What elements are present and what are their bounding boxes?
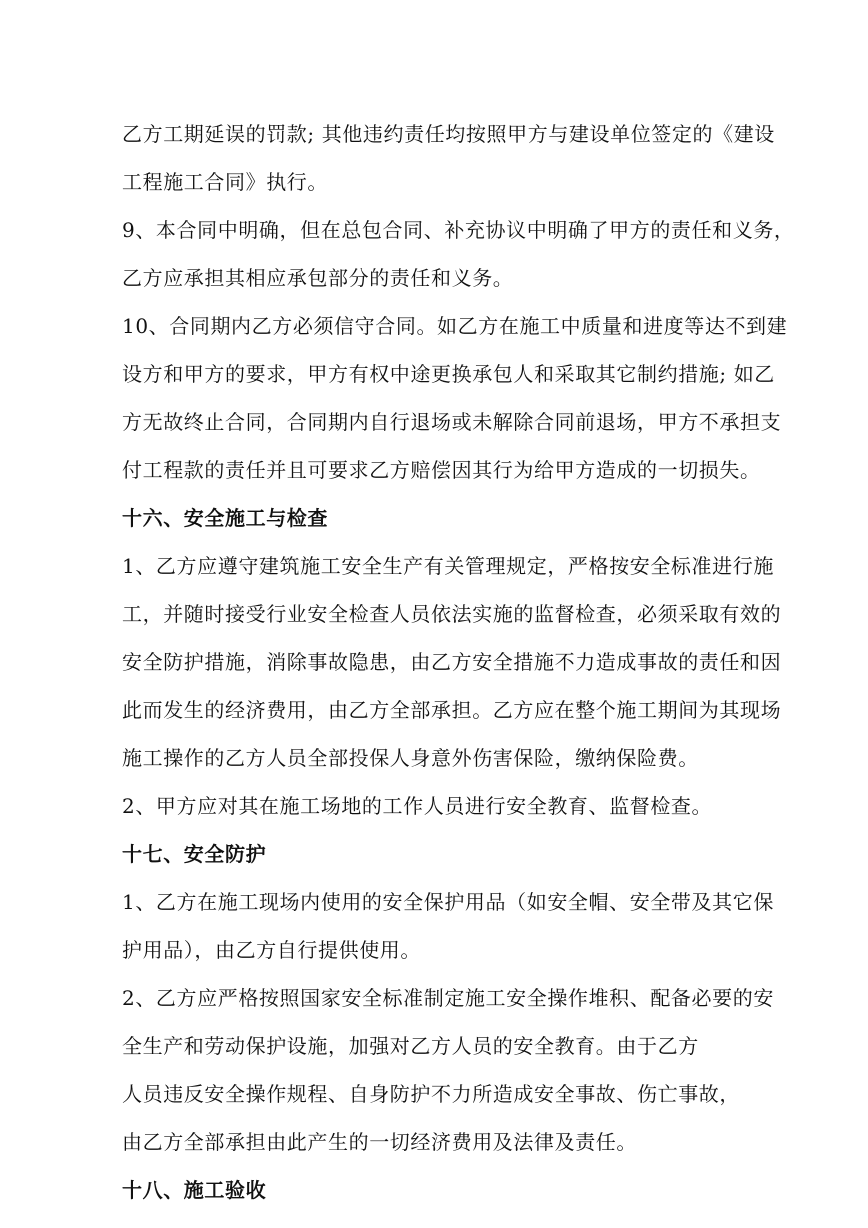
text-line: 9、本合同中明确，但在总包合同、补充协议中明确了甲方的责任和义务， [122, 218, 795, 242]
text-line: 设方和甲方的要求，甲方有权中途更换承包人和采取其它制约措施; 如乙 [122, 362, 775, 386]
text-line: 施工操作的乙方人员全部投保人身意外伤害保险，缴纳保险费。 [122, 746, 699, 770]
text-line: 人员违反安全操作规程、自身防护不力所造成安全事故、伤亡事故， [122, 1082, 740, 1106]
text-line: 方无故终止合同，合同期内自行退场或未解除合同前退场，甲方不承担支 [122, 410, 782, 434]
text-line: 2、乙方应严格按照国家安全标准制定施工安全操作堆积、配备必要的安 [122, 986, 774, 1010]
document-body [122, 112, 795, 1202]
text-line: 工，并随时接受行业安全检查人员依法实施的监督检查，必须采取有效的 [122, 602, 782, 626]
text-line: 2、甲方应对其在施工场地的工作人员进行安全教育、监督检查。 [122, 794, 713, 818]
text-line: 1、乙方应遵守建筑施工安全生产有关管理规定，严格按安全标准进行施 [122, 554, 774, 578]
text-line: 10、合同期内乙方必须信守合同。如乙方在施工中质量和进度等达不到建 [122, 314, 788, 338]
text-line: 1、乙方在施工现场内使用的安全保护用品（如安全帽、安全带及其它保 [122, 890, 774, 914]
text-line: 全生产和劳动保护设施，加强对乙方人员的安全教育。由于乙方 [122, 1034, 699, 1058]
section-heading-18: 十八、施工验收 [122, 1178, 267, 1202]
text-line: 工程施工合同》执行。 [122, 170, 328, 194]
text-line: 护用品），由乙方自行提供使用。 [122, 938, 421, 962]
text-line: 安全防护措施，消除事故隐患，由乙方安全措施不力造成事故的责任和因 [122, 650, 782, 674]
section-heading-17: 十七、安全防护 [122, 842, 267, 866]
text-line: 此而发生的经济费用，由乙方全部承担。乙方应在整个施工期间为其现场 [122, 698, 782, 722]
text-line: 付工程款的责任并且可要求乙方赔偿因其行为给甲方造成的一切损失。 [122, 458, 761, 482]
text-line: 乙方应承担其相应承包部分的责任和义务。 [122, 266, 514, 290]
section-heading-16: 十六、安全施工与检查 [122, 506, 328, 530]
text-line: 由乙方全部承担由此产生的一切经济费用及法律及责任。 [122, 1130, 637, 1154]
text-line: 乙方工期延误的罚款; 其他违约责任均按照甲方与建设单位签定的《建设 [122, 122, 775, 146]
